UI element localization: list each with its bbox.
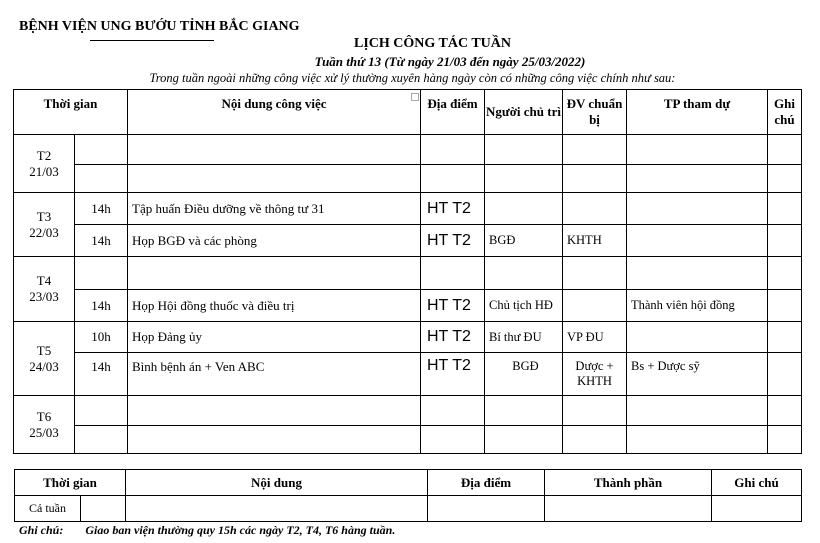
footer-col-note: Ghi chú xyxy=(712,470,802,496)
prep-cell: KHTH xyxy=(563,225,627,257)
prep-cell xyxy=(563,193,627,225)
table-row xyxy=(14,426,802,454)
col-content: Nội dung công việc xyxy=(128,90,421,135)
prep-cell: Dược + KHTH xyxy=(563,353,627,396)
table-row xyxy=(14,225,802,257)
host-cell xyxy=(485,426,563,454)
attend-cell xyxy=(627,396,768,426)
day-date: 21/03 xyxy=(29,163,59,179)
footer-cell xyxy=(545,496,712,522)
table-row xyxy=(14,322,802,353)
note-cell xyxy=(768,165,802,193)
footer-col-content: Nội dung xyxy=(126,470,428,496)
prep-cell xyxy=(563,257,627,290)
footer-header-row xyxy=(15,470,802,496)
day-date: 25/03 xyxy=(29,424,59,440)
attend-cell xyxy=(627,135,768,165)
attend-cell xyxy=(627,225,768,257)
host-cell xyxy=(485,193,563,225)
col-place: Địa điểm xyxy=(421,90,485,135)
day-label: T6 xyxy=(36,408,52,424)
host-cell: BGĐ xyxy=(485,225,563,257)
col-prep: ĐV chuẩn bị xyxy=(563,90,627,135)
footer-row xyxy=(15,496,802,522)
table-row xyxy=(14,165,802,193)
place-cell: HT T2 xyxy=(421,353,485,396)
page-title: LỊCH CÔNG TÁC TUẦN xyxy=(353,36,511,51)
hour-cell xyxy=(75,426,128,454)
hour-cell: 14h xyxy=(75,290,128,322)
place-cell xyxy=(421,135,485,165)
day-cell xyxy=(14,396,75,454)
footer-cell xyxy=(712,496,802,522)
footer-cell xyxy=(428,496,545,522)
host-cell: Chủ tịch HĐ xyxy=(485,290,563,322)
cell-marker-icon xyxy=(411,93,419,101)
table-row xyxy=(14,353,802,396)
place-cell xyxy=(421,165,485,193)
intro-text: Trong tuần ngoài những công việc xử lý thường xuyên hàng ngày còn có những công việc chính như sau: xyxy=(149,71,676,85)
attend-cell: Bs + Dược sỹ xyxy=(627,353,768,396)
footer-cell xyxy=(126,496,428,522)
attend-cell xyxy=(627,426,768,454)
note-text: Giao ban viện thường quy 15h các ngày T2, T4, T6 hàng tuần. xyxy=(85,523,396,537)
content-cell xyxy=(128,396,421,426)
note-cell xyxy=(768,193,802,225)
day-label: T2 xyxy=(36,147,52,163)
col-note: Ghi chú xyxy=(768,90,802,135)
host-cell: BGĐ xyxy=(485,353,563,396)
table-row xyxy=(14,135,802,165)
note-cell xyxy=(768,257,802,290)
note-cell xyxy=(768,322,802,353)
place-cell: HT T2 xyxy=(421,193,485,225)
footer-col-place: Địa điểm xyxy=(428,470,545,496)
attend-cell xyxy=(627,193,768,225)
day-cell xyxy=(14,193,75,257)
attend-cell xyxy=(627,257,768,290)
footer-all-week: Cả tuần xyxy=(15,496,81,522)
header-row xyxy=(14,90,802,135)
day-date: 24/03 xyxy=(29,358,59,374)
content-cell xyxy=(128,257,421,290)
table-row xyxy=(14,290,802,322)
prep-cell xyxy=(563,290,627,322)
place-cell xyxy=(421,257,485,290)
content-cell xyxy=(128,426,421,454)
footer-cell xyxy=(81,496,126,522)
place-cell: HT T2 xyxy=(421,322,485,353)
footer-col-time: Thời gian xyxy=(15,470,126,496)
hour-cell: 14h xyxy=(75,193,128,225)
day-date: 22/03 xyxy=(29,224,59,240)
footer-col-members: Thành phần xyxy=(545,470,712,496)
place-cell: HT T2 xyxy=(421,225,485,257)
attend-cell: Thành viên hội đồng xyxy=(627,290,768,322)
place-cell xyxy=(421,396,485,426)
place-cell xyxy=(421,426,485,454)
prep-cell: VP ĐU xyxy=(563,322,627,353)
note-cell xyxy=(768,353,802,396)
day-label: T3 xyxy=(36,208,52,224)
hour-cell xyxy=(75,135,128,165)
content-cell xyxy=(128,165,421,193)
footer-table xyxy=(14,469,802,522)
col-time: Thời gian xyxy=(14,90,128,135)
day-label: T4 xyxy=(36,273,52,288)
attend-cell xyxy=(627,165,768,193)
prep-cell xyxy=(563,135,627,165)
content-cell xyxy=(128,135,421,165)
hour-cell: 14h xyxy=(75,225,128,257)
note-cell xyxy=(768,290,802,322)
intro-text-wrap xyxy=(0,71,820,86)
note-cell xyxy=(768,225,802,257)
table-row xyxy=(14,257,802,290)
day-label: T5 xyxy=(36,342,52,358)
host-cell xyxy=(485,135,563,165)
host-cell: Bí thư ĐU xyxy=(485,322,563,353)
note-line xyxy=(19,523,395,538)
content-cell: Họp BGĐ và các phòng xyxy=(128,225,421,257)
hour-cell: 10h xyxy=(75,322,128,353)
content-cell: Họp Hội đồng thuốc và điều trị xyxy=(128,290,421,322)
hour-cell xyxy=(75,396,128,426)
prep-cell xyxy=(563,165,627,193)
table-row xyxy=(14,193,802,225)
day-cell xyxy=(14,257,75,322)
week-range-wrap xyxy=(0,54,820,70)
day-cell xyxy=(14,322,75,396)
content-cell: Bình bệnh án + Ven ABC xyxy=(128,353,421,396)
note-cell xyxy=(768,396,802,426)
note-cell xyxy=(768,426,802,454)
note-cell xyxy=(768,135,802,165)
content-cell: Họp Đảng ủy xyxy=(128,322,421,353)
week-range: Tuần thứ 13 (Từ ngày 21/03 đến ngày 25/03/2022) xyxy=(314,54,586,69)
attend-cell xyxy=(627,322,768,353)
table-row xyxy=(14,396,802,426)
host-cell xyxy=(485,165,563,193)
page-title-wrap xyxy=(0,34,820,52)
col-attend: TP tham dự xyxy=(627,90,768,135)
prep-cell xyxy=(563,426,627,454)
note-label: Ghi chú: xyxy=(19,523,64,537)
hour-cell xyxy=(75,257,128,290)
host-cell xyxy=(485,396,563,426)
hospital-name: BỆNH VIỆN UNG BƯỚU TỈNH BẮC GIANG xyxy=(19,19,300,34)
host-cell xyxy=(485,257,563,290)
day-cell xyxy=(14,135,75,193)
place-cell: HT T2 xyxy=(421,290,485,322)
hour-cell: 14h xyxy=(75,353,128,396)
day-date: 23/03 xyxy=(29,289,59,304)
schedule-table xyxy=(13,89,802,454)
col-host: Người chủ trì xyxy=(485,90,563,135)
hour-cell xyxy=(75,165,128,193)
prep-cell xyxy=(563,396,627,426)
content-cell: Tập huấn Điều dưỡng về thông tư 31 xyxy=(128,193,421,225)
